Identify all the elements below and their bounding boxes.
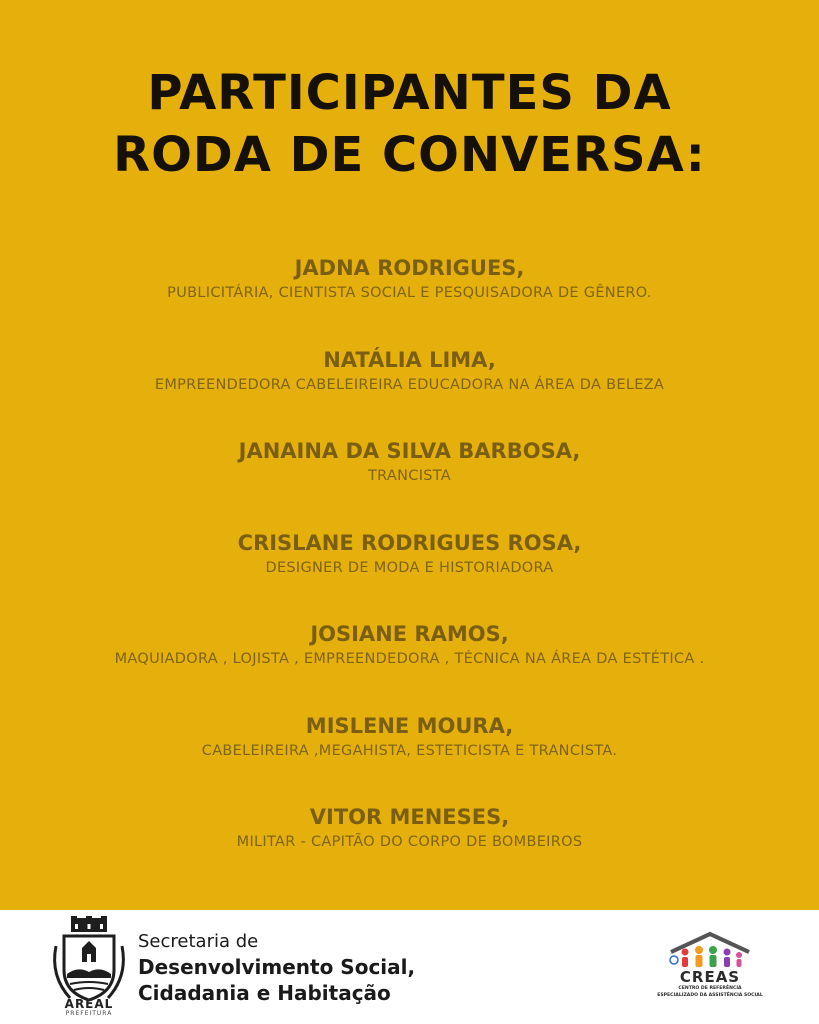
creas-subtitle-2: ESPECIALIZADO DA ASSISTÊNCIA SOCIAL <box>657 993 763 998</box>
participant-role: PUBLICITÁRIA, CIENTISTA SOCIAL E PESQUISADORA DE GÊNERO. <box>167 285 652 301</box>
participant-role: CABELEIREIRA ,MEGAHISTA, ESTETICISTA E TRANCISTA. <box>201 742 618 759</box>
crest-name: AREAL <box>64 997 114 1011</box>
participant-name: MISLENE MOURA, <box>305 713 514 738</box>
participant-item <box>0 437 819 529</box>
secretaria-line-3: Cidadania e Habitação <box>138 981 391 1005</box>
participant-role: EMPREENDEDORA CABELEIREIRA EDUCADORA NA ÁREA DA BELEZA <box>154 376 665 393</box>
participant-name: JANAINA DA SILVA BARBOSA, <box>238 439 581 463</box>
secretaria-line-2: Desenvolvimento Social, <box>138 955 416 979</box>
participant-name: CRISLANE RODRIGUES ROSA, <box>237 530 582 555</box>
creas-name: CREAS <box>679 968 741 986</box>
participant-item <box>0 529 819 621</box>
participant-role: MILITAR - CAPITÃO DO CORPO DE BOMBEIROS <box>236 834 583 850</box>
poster-title <box>0 62 819 186</box>
participant-item <box>0 803 819 895</box>
participant-item <box>0 254 819 346</box>
participant-item <box>0 712 819 804</box>
participant-name: VITOR MENESES, <box>309 805 510 829</box>
secretaria-line-1: Secretaria de <box>138 931 259 952</box>
participant-name: JOSIANE RAMOS, <box>310 622 509 646</box>
participant-name: JADNA RODRIGUES, <box>294 256 525 280</box>
title-line-2: RODA DE CONVERSA: <box>113 127 706 183</box>
footer <box>0 910 819 1024</box>
participant-role: DESIGNER DE MODA E HISTORIADORA <box>265 559 554 576</box>
creas-subtitle-1: CENTRO DE REFERÊNCIA <box>678 986 742 991</box>
secretaria-label <box>138 930 415 1006</box>
participant-role: TRANCISTA <box>367 468 452 484</box>
participant-item <box>0 346 819 438</box>
participant-item <box>0 620 819 712</box>
crest-subtitle: PREFEITURA <box>65 1010 113 1017</box>
participants-list <box>0 254 819 895</box>
participant-name: NATÁLIA LIMA, <box>323 347 496 372</box>
participant-role: MAQUIADORA , LOJISTA , EMPREENDEDORA , TÉCNICA NA ÁREA DA ESTÉTICA . <box>114 651 705 667</box>
title-line-1: PARTICIPANTES DA <box>147 65 672 121</box>
